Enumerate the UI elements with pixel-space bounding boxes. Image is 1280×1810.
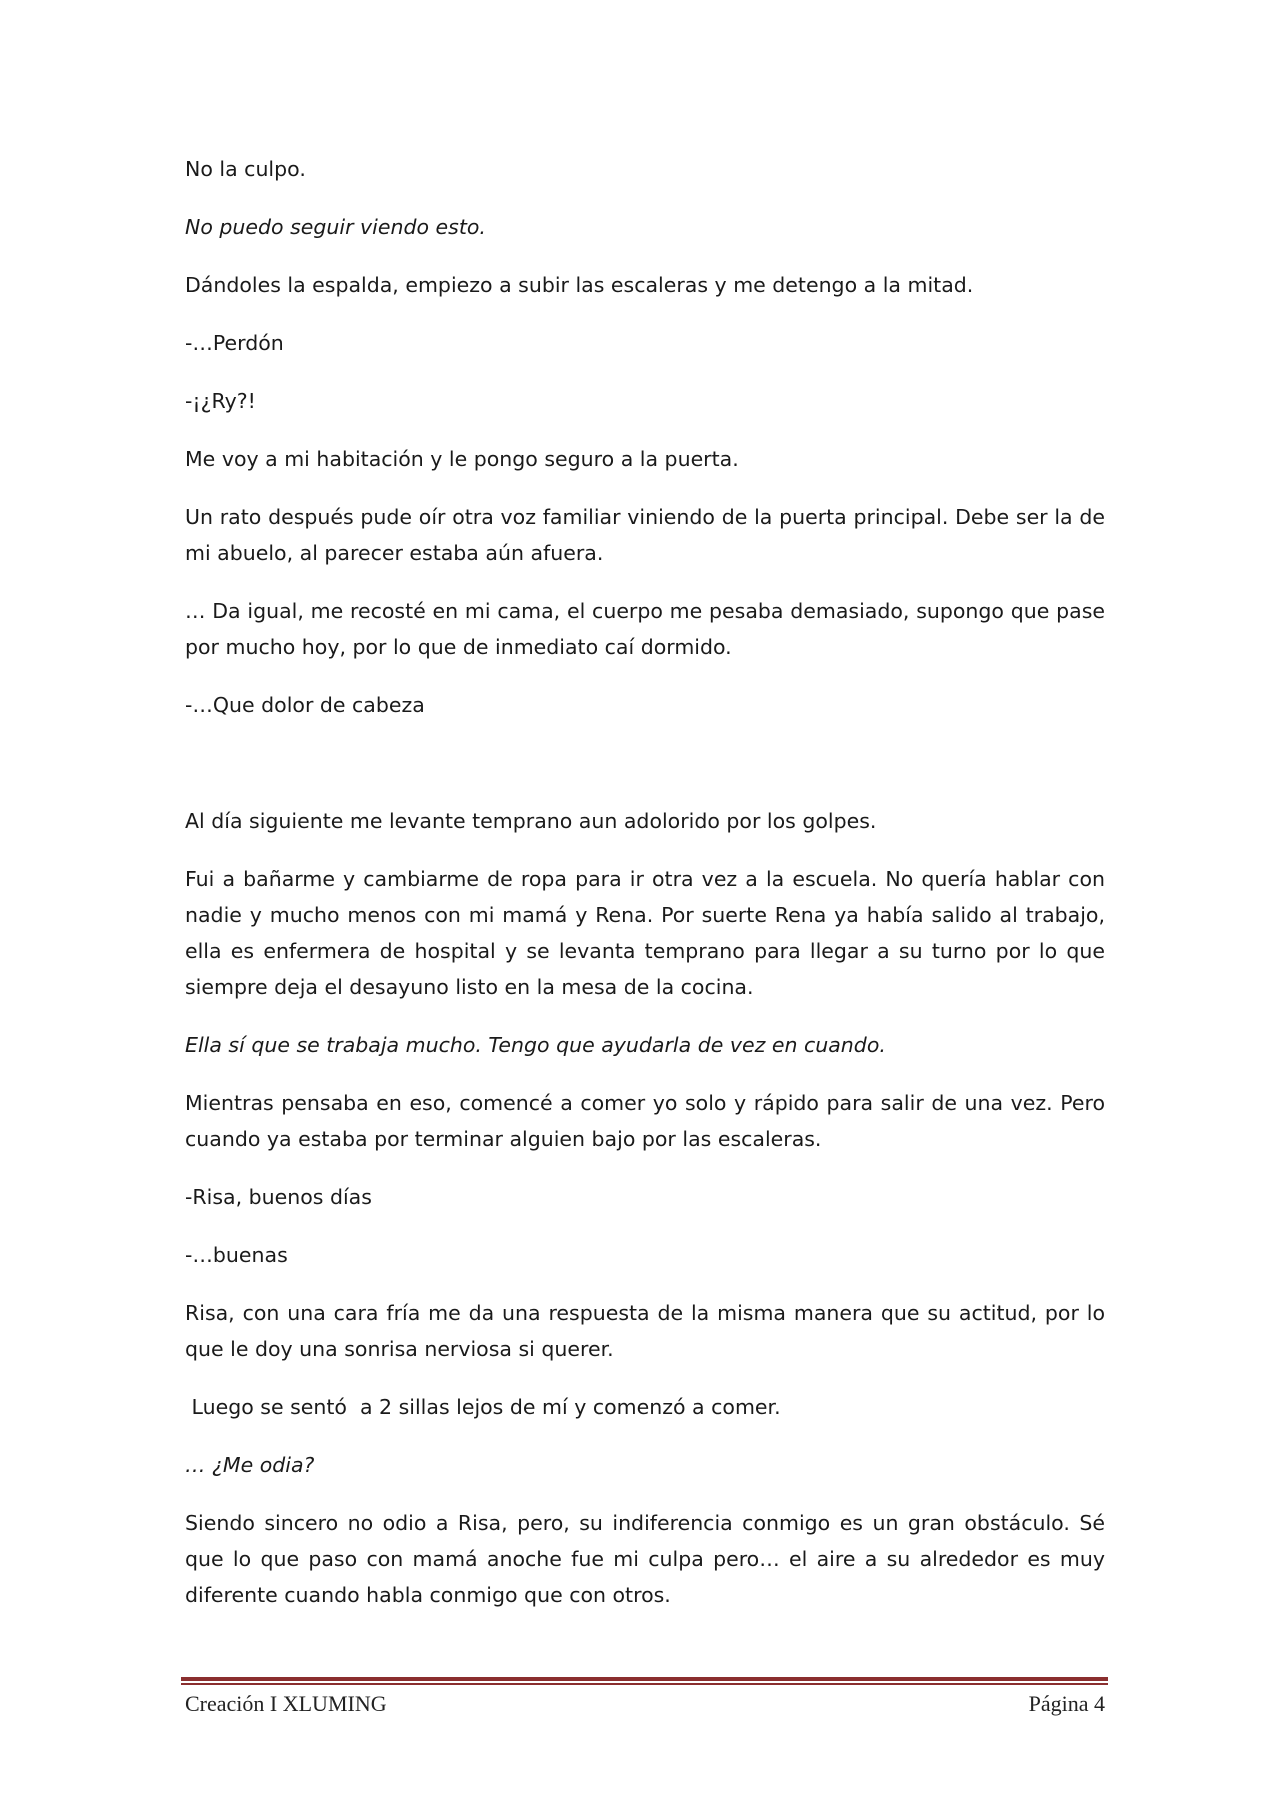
paragraph: Siendo sincero no odio a Risa, pero, su indiferencia conmigo es un gran obstáculo. Sé que lo que paso con mamá anoche fue mi culpa pero… el aire a su alrededor es muy diferente cuando habla conmigo que con otros. <box>185 1511 1105 1607</box>
blank-line <box>185 745 1105 781</box>
paragraph-italic: Ella sí que se trabaja mucho. Tengo que ayudarla de vez en cuando. <box>185 1033 886 1057</box>
paragraph: Me voy a mi habitación y le pongo seguro a la puerta. <box>185 447 739 471</box>
paragraph: … Da igual, me recosté en mi cama, el cuerpo me pesaba demasiado, supongo que pase por mucho hoy, por lo que de inmediato caí dormido. <box>185 599 1105 659</box>
paragraph: Dándoles la espalda, empiezo a subir las escaleras y me detengo a la mitad. <box>185 273 974 297</box>
dialogue-line: -…buenas <box>185 1243 288 1267</box>
footer-divider-thin <box>181 1683 1108 1685</box>
paragraph: Mientras pensaba en eso, comencé a comer yo solo y rápido para salir de una vez. Pero cuando ya estaba por terminar alguien bajo por las escaleras. <box>185 1091 1105 1151</box>
page-footer <box>185 1691 1105 1723</box>
paragraph: Fui a bañarme y cambiarme de ropa para ir otra vez a la escuela. No quería hablar con nadie y mucho menos con mi mamá y Rena. Por suerte Rena ya había salido al trabajo, ella es enfermera de hospital y se levanta temprano para llegar a su turno por lo que siempre deja el desayuno listo en la mesa de la cocina. <box>185 867 1105 999</box>
footer-credit: Creación I XLUMING <box>185 1691 387 1716</box>
paragraph-italic: … ¿Me odia? <box>185 1453 315 1477</box>
paragraph: Luego se sentó a 2 sillas lejos de mí y comenzó a comer. <box>185 1395 781 1419</box>
dialogue-line: -¡¿Ry?! <box>185 389 256 413</box>
dialogue-line: -Risa, buenos días <box>185 1185 372 1209</box>
body-text <box>185 151 1105 1635</box>
dialogue-line: -…Que dolor de cabeza <box>185 693 425 717</box>
paragraph: Un rato después pude oír otra voz familiar viniendo de la puerta principal. Debe ser la de mi abuelo, al parecer estaba aún afuera. <box>185 505 1105 565</box>
footer-divider-thick <box>181 1677 1108 1681</box>
paragraph: No la culpo. <box>185 157 306 181</box>
footer-divider <box>181 1677 1108 1685</box>
dialogue-line: -…Perdón <box>185 331 284 355</box>
paragraph: Al día siguiente me levante temprano aun adolorido por los golpes. <box>185 809 877 833</box>
paragraph-italic: No puedo seguir viendo esto. <box>185 215 486 239</box>
paragraph: Risa, con una cara fría me da una respuesta de la misma manera que su actitud, por lo que le doy una sonrisa nerviosa si querer. <box>185 1301 1105 1361</box>
page-number: Página 4 <box>1028 1691 1105 1716</box>
